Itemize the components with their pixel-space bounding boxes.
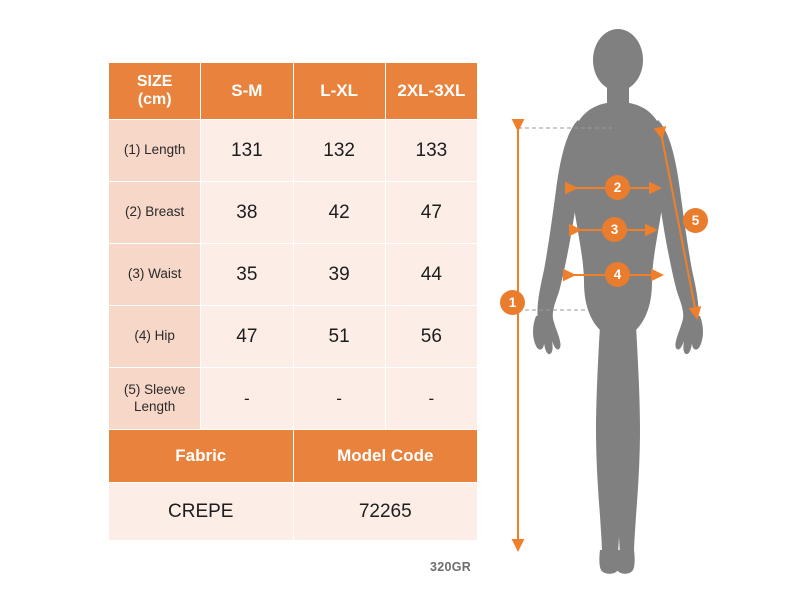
footer-value-model-code: 72265 [293, 483, 478, 541]
header-col-2xl3xl: 2XL-3XL [385, 63, 477, 120]
cell-hip-2xl3xl: 56 [385, 306, 477, 368]
cell-breast-lxl: 42 [293, 182, 385, 244]
cell-waist-lxl: 39 [293, 244, 385, 306]
cell-waist-2xl3xl: 44 [385, 244, 477, 306]
cell-breast-2xl3xl: 47 [385, 182, 477, 244]
cell-length-sm: 131 [201, 120, 293, 182]
measurement-badge-5: 5 [683, 208, 708, 233]
cell-length-2xl3xl: 133 [385, 120, 477, 182]
row-label-hip: (4) Hip [109, 306, 201, 368]
model-figure-panel [492, 20, 792, 590]
measurement-badge-3: 3 [602, 217, 627, 242]
table-row [109, 244, 478, 306]
cell-waist-sm: 35 [201, 244, 293, 306]
measurement-badge-4: 4 [605, 262, 630, 287]
table-footer-value-row [109, 483, 478, 541]
table-row [109, 182, 478, 244]
header-size-line1: SIZE [136, 72, 173, 90]
cell-sleeve-2xl3xl: - [385, 368, 477, 430]
cell-hip-lxl: 51 [293, 306, 385, 368]
footer-label-model-code: Model Code [293, 430, 478, 483]
measurement-badge-2: 2 [605, 175, 630, 200]
cell-length-lxl: 132 [293, 120, 385, 182]
header-size-cell [109, 63, 201, 120]
table-row [109, 306, 478, 368]
cell-hip-sm: 47 [201, 306, 293, 368]
footer-label-fabric: Fabric [109, 430, 294, 483]
footer-value-fabric: CREPE [109, 483, 294, 541]
cell-sleeve-lxl: - [293, 368, 385, 430]
row-label-length: (1) Length [109, 120, 201, 182]
row-label-sleeve-length: (5) Sleeve Length [109, 368, 201, 430]
row-label-waist: (3) Waist [109, 244, 201, 306]
header-col-lxl: L-XL [293, 63, 385, 120]
table-footer-header-row [109, 430, 478, 483]
measurement-badge-1: 1 [500, 290, 525, 315]
size-table [108, 62, 478, 541]
table-row [109, 120, 478, 182]
header-size-line2: (cm) [137, 91, 172, 108]
weight-note: 320GR [430, 560, 472, 574]
table-row [109, 368, 478, 430]
header-col-sm: S-M [201, 63, 293, 120]
cell-breast-sm: 38 [201, 182, 293, 244]
row-label-breast: (2) Breast [109, 182, 201, 244]
cell-sleeve-sm: - [201, 368, 293, 430]
female-body-silhouette-icon [492, 20, 792, 590]
table-header-row [109, 63, 478, 120]
